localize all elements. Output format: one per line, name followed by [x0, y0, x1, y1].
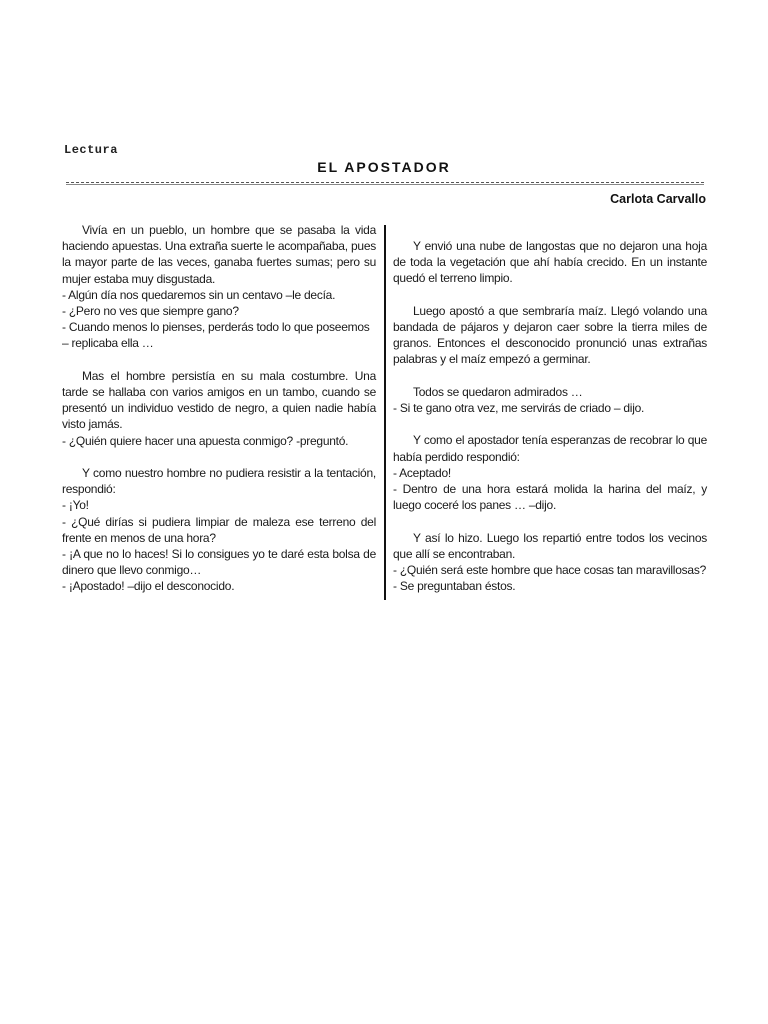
dialogue-line: - ¿Quién será este hombre que hace cosas tan maravillosas?	[393, 563, 706, 577]
story-title: EL APOSTADOR	[317, 159, 451, 175]
dialogue-line: - ¡A que no lo haces! Si lo consigues yo te daré esta bolsa de dinero que llevo conmigo…	[62, 547, 376, 578]
dialogue-line: - ¡Apostado! –dijo el desconocido.	[62, 579, 235, 594]
paragraph	[393, 303, 707, 368]
dialogue-line: - Dentro de una hora estará molida la harina del maíz, y luego coceré los panes … –dijo.	[393, 482, 707, 513]
column-divider	[384, 225, 386, 600]
paragraph-text: Mas el hombre persistía en su mala costumbre. Una tarde se hallaba con varios amigos en un tambo, cuando se presentó un individuo vestido de negro, a quien nadie había visto jamás.	[62, 368, 376, 432]
paragraph-text: Y como nuestro hombre no pudiera resistir a la tentación, respondió:	[62, 466, 376, 497]
paragraph	[393, 238, 707, 287]
paragraph-text: Y envió una nube de langostas que no dejaron una hoja de toda la vegetación que ahí había crecido. En un instante quedó el terreno limpio.	[393, 239, 707, 286]
paragraph-text: Todos se quedaron admirados …	[413, 384, 583, 399]
dialogue-line: - ¿Pero no ves que siempre gano?	[62, 304, 239, 319]
paragraph-text: Luego apostó a que sembraría maíz. Llegó volando una bandada de pájaros y dejaron caer sobre la tierra miles de granos. Entonces el desconocido pronunció unas extrañas palabras y el maíz empezó a germinar.	[393, 303, 707, 367]
dialogue-line: - Si te gano otra vez, me servirás de criado – dijo.	[393, 401, 645, 415]
dialogue-line: - Cuando menos lo pienses, perderás todo lo que poseemos – replicaba ella …	[62, 320, 370, 351]
paragraph-text: Y como el apostador tenía esperanzas de recobrar lo que había perdido respondió:	[393, 433, 707, 464]
dialogue-line: - ¿Qué dirías si pudiera limpiar de maleza ese terreno del frente en menos de una hora?	[62, 514, 376, 545]
paragraph	[62, 368, 376, 449]
dialogue-line: - ¡Yo!	[62, 498, 89, 513]
title-divider-line	[66, 184, 704, 185]
dialogue-line: - Algún día nos quedaremos sin un centavo –le decía.	[62, 287, 336, 302]
paragraph-text: Vivía en un pueblo, un hombre que se pasaba la vida haciendo apuestas. Una extraña suerte le acompañaba, pues la mayor parte de las veces, ganaba fuertes sumas; pero su mujer estaba muy disgustada.	[62, 223, 376, 286]
title-divider-dashed	[66, 182, 704, 183]
paragraph-text: Y así lo hizo. Luego los repartió entre todos los vecinos que allí se encontraban.	[393, 530, 707, 561]
author-name: Carlota Carvallo	[610, 192, 706, 206]
paragraph	[393, 432, 707, 513]
paragraph	[393, 530, 707, 595]
section-label: Lectura	[64, 143, 118, 157]
paragraph	[62, 222, 376, 352]
paragraph	[62, 465, 376, 595]
dialogue-line: - ¿Quién quiere hacer una apuesta conmigo? -preguntó.	[62, 433, 349, 448]
paragraph	[393, 384, 707, 416]
right-column	[393, 238, 707, 611]
dialogue-line: - Se preguntaban éstos.	[393, 579, 516, 594]
dialogue-line: - Aceptado!	[393, 465, 451, 480]
left-column	[62, 222, 376, 611]
